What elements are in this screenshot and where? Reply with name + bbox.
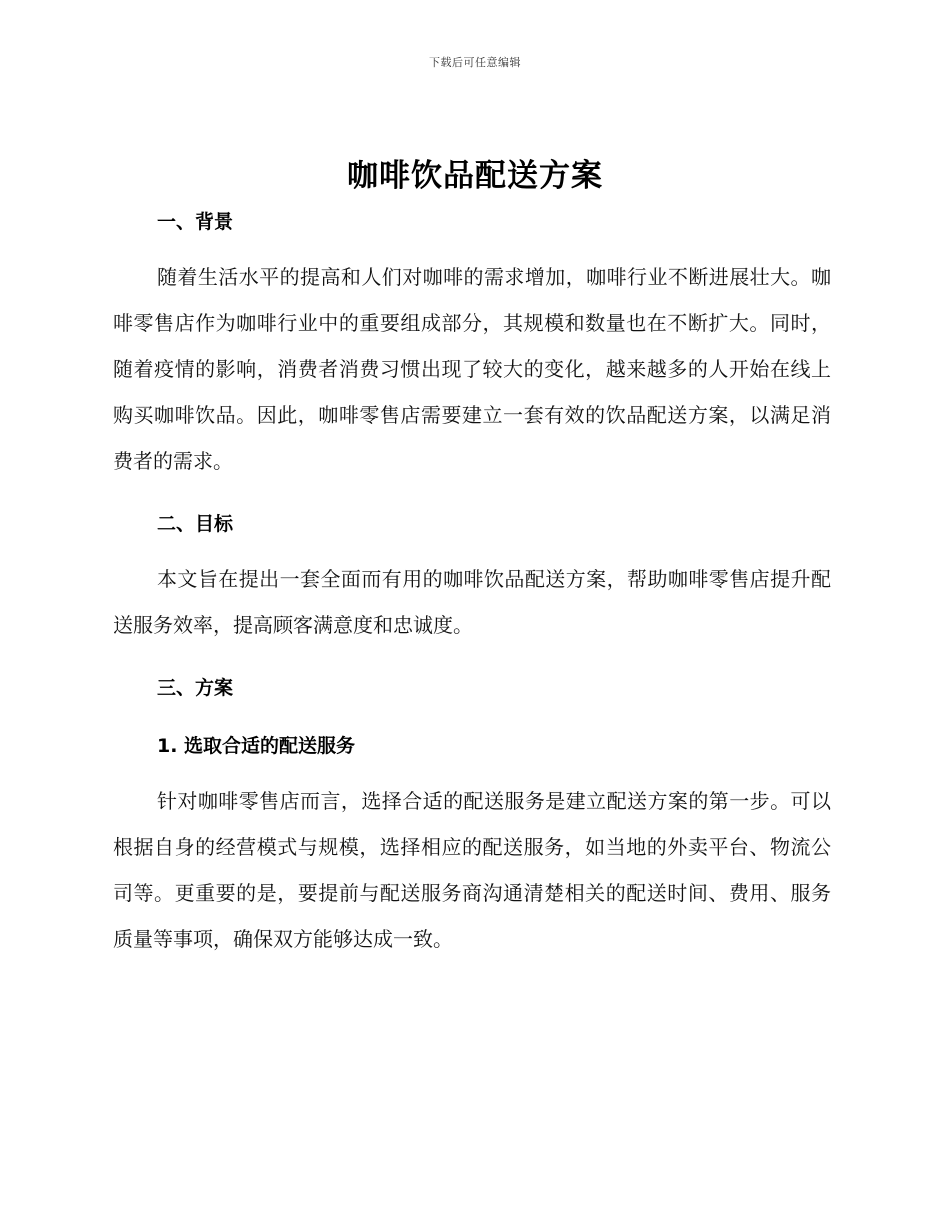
section-heading-background: 一、背景 <box>157 211 234 233</box>
section-heading-plan: 三、方案 <box>157 677 234 699</box>
section-paragraph-plan: 针对咖啡零售店而言，选择合适的配送服务是建立配送方案的第一步。可以根据自身的经营模式与规模，选择相应的配送服务，如当地的外卖平台、物流公司等。更重要的是，要提前与配送服务商沟通清楚相关的配送时间、费用、服务质量等事项，确保双方能够达成一致。 <box>113 789 831 951</box>
page-title: 咖啡饮品配送方案 <box>347 158 603 194</box>
header-note: 下载后可任意编辑 <box>429 56 521 69</box>
section-paragraph-background: 随着生活水平的提高和人们对咖啡的需求增加，咖啡行业不断进展壮大。咖啡零售店作为咖啡行业中的重要组成部分，其规模和数量也在不断扩大。同时，随着疫情的影响，消费者消费习惯出现了较大的变化，越来越多的人开始在线上购买咖啡饮品。因此，咖啡零售店需要建立一套有效的饮品配送方案，以满足消费者的需求。 <box>113 265 831 473</box>
section-heading-goal: 二、目标 <box>157 513 234 535</box>
subsection-heading-delivery-service: 1. 选取合适的配送服务 <box>157 735 356 757</box>
document-body <box>113 204 831 962</box>
section-paragraph-goal: 本文旨在提出一套全面而有用的咖啡饮品配送方案，帮助咖啡零售店提升配送服务效率，提高顾客满意度和忠诚度。 <box>113 567 831 637</box>
